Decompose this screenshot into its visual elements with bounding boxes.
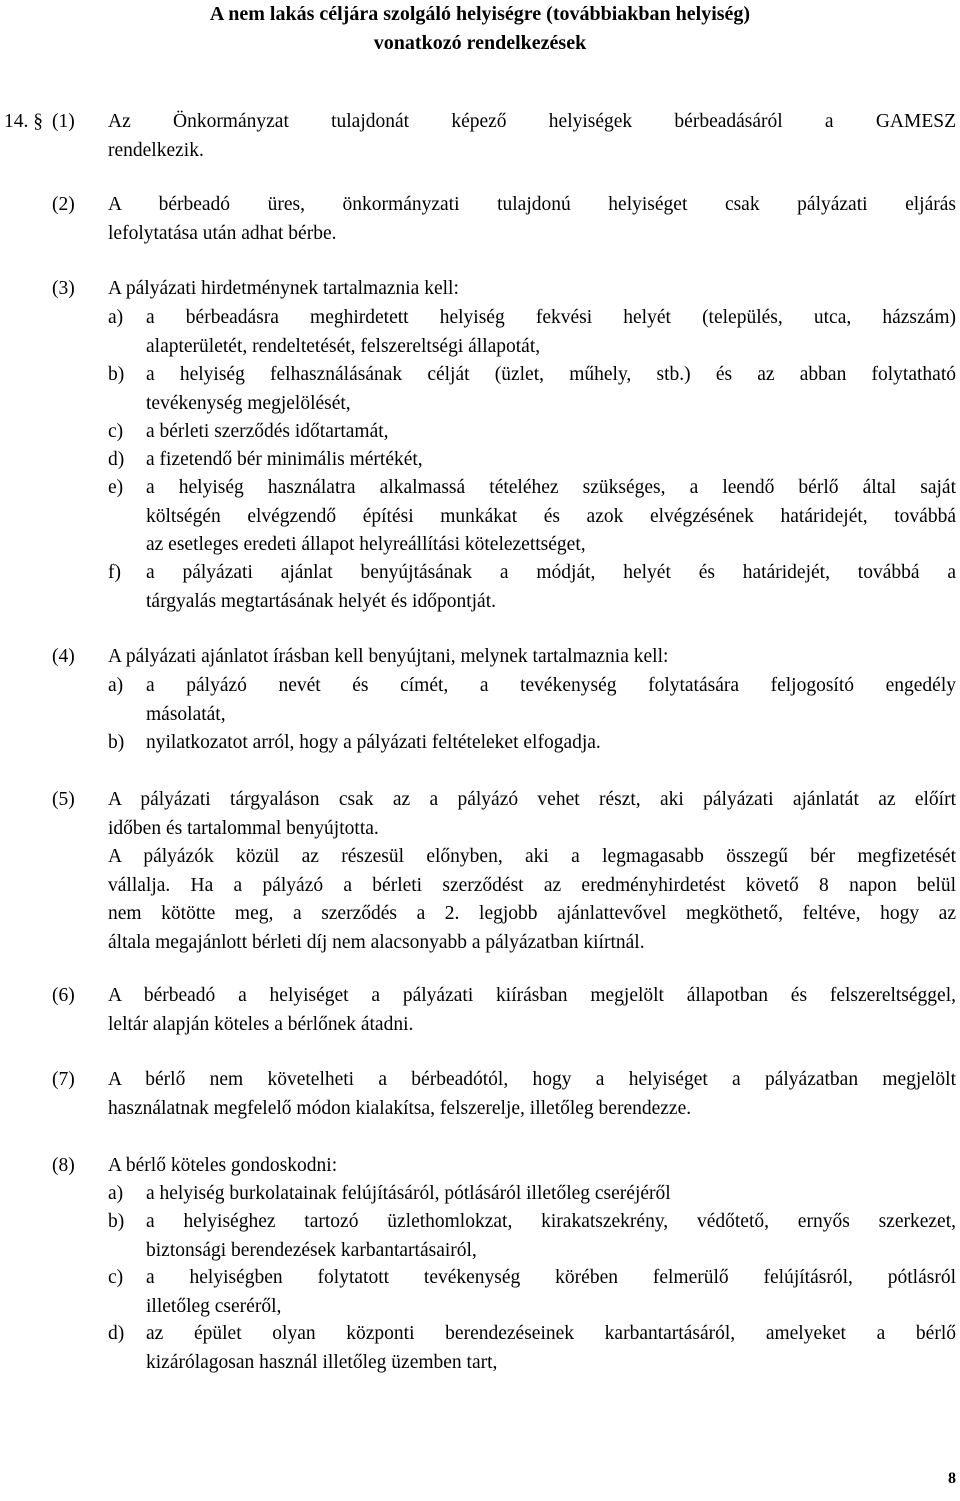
text-line: a pályázó nevét és címét, a tevékenység folytatására feljogosító engedély — [146, 675, 956, 696]
text-line: vállalja. Ha a pályázó a bérleti szerződést az eredményhirdetést követő 8 napon belül — [108, 874, 956, 896]
text-line: tevékenység megjelölését, — [146, 392, 351, 414]
paragraph-intro: A pályázati hirdetménynek tartalmaznia kell: — [108, 278, 459, 299]
item-label: a) — [108, 1183, 124, 1204]
item-label: d) — [108, 1323, 125, 1344]
text-line: A bérbeadó üres, önkormányzati tulajdonú helyiséget csak pályázati eljárás — [108, 194, 956, 215]
item-label: b) — [108, 732, 125, 753]
paragraph-label: (3) — [52, 278, 75, 299]
paragraph-label: (7) — [52, 1069, 75, 1090]
title-line-2: vonatkozó rendelkezések — [373, 32, 587, 54]
text-line: A pályázók közül az részesül előnyben, aki a legmagasabb összegű bér megfizetését — [108, 846, 956, 867]
text-line: illetőleg cseréről, — [146, 1295, 282, 1317]
text-line: lefolytatása után adhat bérbe. — [108, 222, 337, 244]
paragraph-label: (1) — [52, 111, 75, 132]
text-line: A bérbeadó a helyiséget a pályázati kiírásban megjelölt állapotban és felszereltséggel, — [108, 985, 956, 1006]
text-line: másolatát, — [146, 703, 226, 725]
text-line: az épület olyan központi berendezéseinek karbantartásáról, amelyeket a bérlő — [146, 1323, 956, 1344]
text-line: A pályázati tárgyaláson csak az a pályázó vehet részt, aki pályázati ajánlatát az előírt — [108, 789, 956, 810]
item-label: c) — [108, 1267, 124, 1288]
paragraph-label: (2) — [52, 194, 75, 215]
item-label: f) — [108, 562, 121, 583]
paragraph-label: (5) — [52, 789, 75, 810]
text-line: a helyiséghez tartozó üzlethomlokzat, kirakatszekrény, védőtető, ernyős szerkezet, — [146, 1211, 956, 1232]
paragraph-2 — [0, 191, 960, 248]
text-line: a helyiség burkolatainak felújításáról, pótlásáról illetőleg cseréjéről — [146, 1183, 671, 1204]
text-line: időben és tartalommal benyújtotta. — [108, 817, 379, 839]
paragraph-intro: A bérlő köteles gondoskodni: — [108, 1155, 338, 1176]
text-line: a bérbeadásra meghirdetett helyiség fekvési helyét (település, utca, házszám) — [146, 307, 956, 328]
document-title — [0, 0, 960, 58]
text-line: A bérlő nem követelheti a bérbeadótól, hogy a helyiséget a pályázatban megjelölt — [108, 1069, 956, 1090]
item-label: a) — [108, 307, 124, 328]
page-number: 8 — [948, 1470, 956, 1487]
text-line: leltár alapján köteles a bérlőnek átadni. — [108, 1013, 414, 1035]
text-line: nem kötötte meg, a szerződés a 2. legjobb ajánlattevővel megköthető, feltéve, hogy az — [108, 903, 956, 924]
title-line-1: A nem lakás céljára szolgáló helyiségre (továbbiakban helyiség) — [209, 3, 751, 25]
text-line: Az Önkormányzat tulajdonát képező helyiségek bérbeadásáról a GAMESZ — [108, 111, 956, 132]
paragraph-intro: A pályázati ajánlatot írásban kell benyújtani, melynek tartalmaznia kell: — [108, 646, 669, 667]
item-label: b) — [108, 364, 125, 385]
text-line: biztonsági berendezések karbantartásairól, — [146, 1239, 477, 1261]
paragraph-label: (4) — [52, 646, 75, 667]
text-line: a fizetendő bér minimális mértékét, — [146, 449, 423, 470]
text-line: a helyiségben folytatott tevékenység körében felmerülő felújításról, pótlásról — [146, 1267, 956, 1288]
text-line: nyilatkozatot arról, hogy a pályázati feltételeket elfogadja. — [146, 732, 601, 753]
item-label: a) — [108, 675, 124, 696]
text-line: általa megajánlott bérleti díj nem alacsonyabb a pályázatban kiírtnál. — [108, 931, 645, 953]
item-label: e) — [108, 477, 124, 498]
paragraph-label: (8) — [52, 1155, 75, 1176]
paragraph-label: (6) — [52, 985, 75, 1006]
text-line: a helyiség felhasználásának célját (üzlet, műhely, stb.) és az abban folytatható — [146, 364, 956, 385]
text-line: tárgyalás megtartásának helyét és időpontját. — [146, 590, 496, 612]
text-line: a bérleti szerződés időtartamát, — [146, 421, 389, 442]
text-line: a helyiség használatra alkalmassá tételéhez szükséges, a leendő bérlő által saját — [146, 477, 956, 498]
text-line: kizárólagosan használ illetőleg üzemben tart, — [146, 1351, 498, 1373]
text-line: az esetleges eredeti állapot helyreállítási kötelezettséget, — [146, 534, 586, 555]
text-line: a pályázati ajánlat benyújtásának a módját, helyét és határidejét, továbbá a — [146, 562, 956, 583]
text-line: használatnak megfelelő módon kialakítsa, felszerelje, illetőleg berendezze. — [108, 1097, 692, 1119]
text-line: költségén elvégzendő építési munkákat és azok elvégzésének határidejét, továbbá — [146, 505, 956, 527]
section-number: 14. § — [4, 111, 43, 132]
item-label: d) — [108, 449, 125, 470]
section-14-paragraph-1 — [0, 108, 960, 165]
text-line: alapterületét, rendeltetését, felszereltségi állapotát, — [146, 335, 541, 357]
item-label: c) — [108, 421, 124, 442]
text-line: rendelkezik. — [108, 139, 204, 161]
item-label: b) — [108, 1211, 125, 1232]
